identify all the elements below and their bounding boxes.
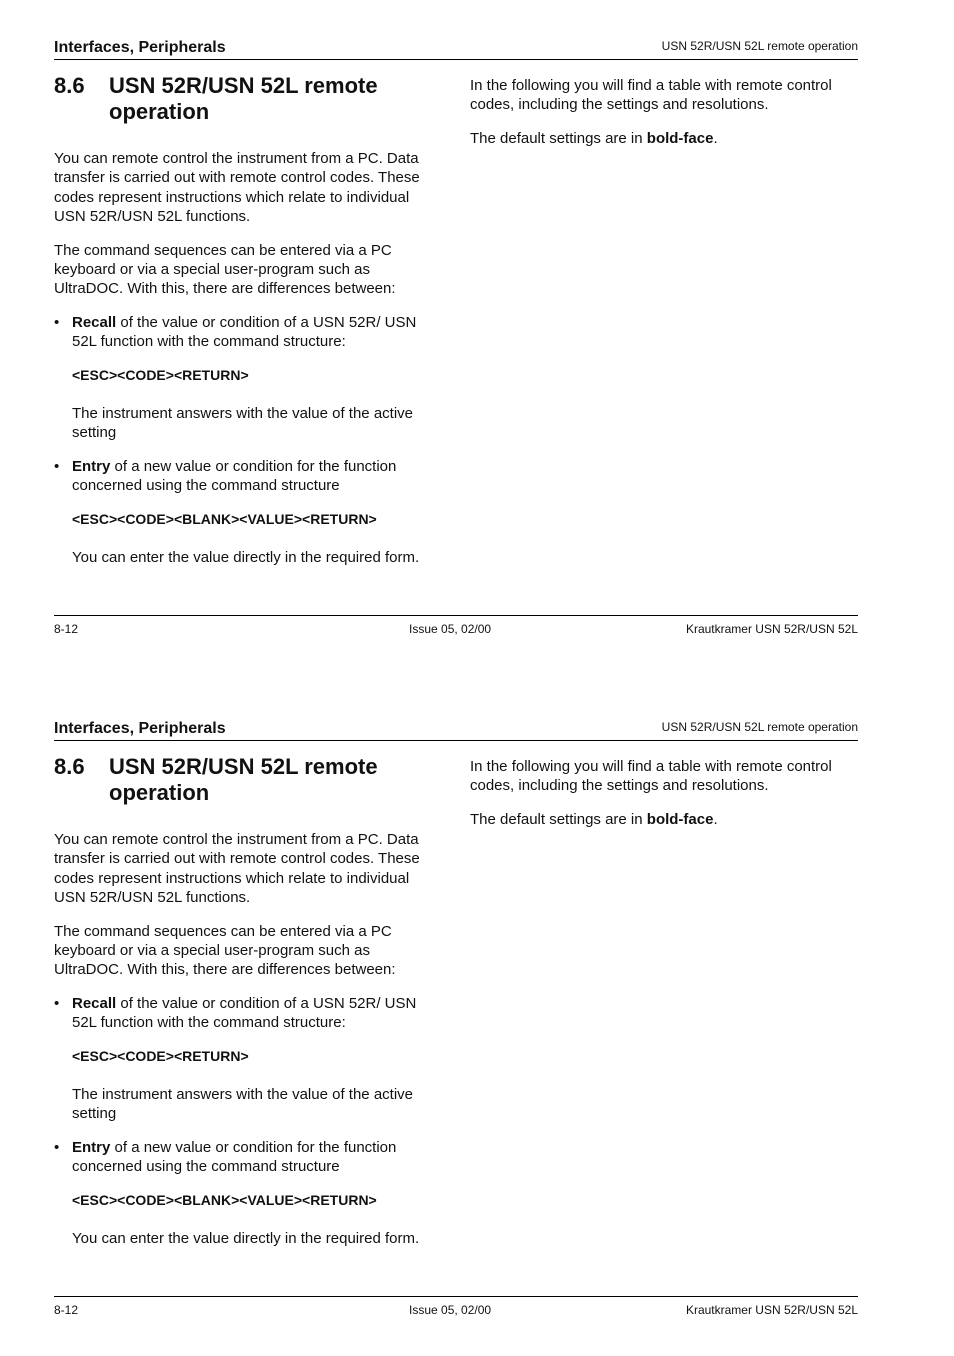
- section-number: 8.6: [54, 73, 85, 98]
- direct-entry-paragraph: You can enter the value directly in the required form.: [72, 549, 420, 567]
- command-code-recall: <ESC><CODE><RETURN>: [72, 1047, 249, 1064]
- section-title: [54, 754, 444, 806]
- command-code-recall: <ESC><CODE><RETURN>: [72, 366, 249, 383]
- section-heading: USN 52R/USN 52L remote operation: [109, 73, 378, 124]
- bullet-marker: •: [54, 457, 60, 475]
- bullet-text: of the value or condition of a USN 52R/ USN 52L function with the command structure:: [72, 994, 417, 1032]
- default-settings-suffix: .: [713, 810, 718, 828]
- default-settings-paragraph: [470, 810, 860, 829]
- header-rule: [54, 740, 858, 741]
- sequences-paragraph: The command sequences can be entered via a PC keyboard or via a special user-program such as UltraDOC. With this, there are differences between:: [54, 241, 396, 298]
- left-column: [54, 149, 440, 568]
- header-rule: [54, 59, 858, 60]
- left-column: [54, 830, 440, 1249]
- header-section: Interfaces, Peripherals: [54, 720, 226, 737]
- header-topic: USN 52R/USN 52L remote operation: [661, 720, 858, 734]
- command-code-entry: <ESC><CODE><BLANK><VALUE><RETURN>: [72, 1191, 377, 1208]
- footer-product: Krautkramer USN 52R/USN 52L: [685, 1303, 858, 1317]
- footer-issue: Issue 05, 02/00: [409, 1303, 492, 1317]
- manual-page-1: [0, 0, 954, 675]
- header-topic: USN 52R/USN 52L remote operation: [661, 39, 858, 53]
- bullet-entry: [54, 1138, 440, 1177]
- answer-paragraph: The instrument answers with the value of the active setting: [72, 405, 414, 442]
- intro-paragraph: You can remote control the instrument from a PC. Data transfer is carried out with remote control codes. These codes represent instructions which relate to individual USN 52R/USN 52L functions.: [54, 831, 420, 907]
- direct-entry-paragraph: You can enter the value directly in the required form.: [72, 1230, 420, 1248]
- header-section: Interfaces, Peripherals: [54, 39, 226, 56]
- bullet-marker: •: [54, 313, 60, 331]
- bullet-term: Entry: [72, 1138, 111, 1156]
- bullet-entry: [54, 457, 440, 496]
- right-column: [470, 76, 860, 148]
- footer-rule: [54, 615, 858, 616]
- table-intro-paragraph: In the following you will find a table with remote control codes, including the settings and resolutions.: [470, 758, 832, 795]
- bullet-text: of a new value or condition for the function concerned using the command structure: [72, 1138, 397, 1176]
- right-column: [470, 757, 860, 829]
- command-code-entry: <ESC><CODE><BLANK><VALUE><RETURN>: [72, 510, 377, 527]
- footer-page-number: 8-12: [54, 622, 79, 636]
- default-settings-suffix: .: [713, 129, 718, 147]
- section-number: 8.6: [54, 754, 85, 779]
- default-settings-prefix: The default settings are in: [470, 129, 647, 147]
- sequences-paragraph: The command sequences can be entered via a PC keyboard or via a special user-program such as UltraDOC. With this, there are differences between:: [54, 922, 396, 979]
- bold-face-term: bold-face: [646, 129, 714, 147]
- manual-page-2: [0, 681, 954, 1356]
- default-settings-paragraph: [470, 129, 860, 148]
- section-title: [54, 73, 444, 125]
- bullet-recall: [54, 313, 440, 352]
- bullet-term: Entry: [72, 457, 111, 475]
- intro-paragraph: You can remote control the instrument from a PC. Data transfer is carried out with remote control codes. These codes represent instructions which relate to individual USN 52R/USN 52L functions.: [54, 150, 420, 226]
- footer-product: Krautkramer USN 52R/USN 52L: [685, 622, 858, 636]
- bullet-marker: •: [54, 1138, 60, 1156]
- footer-issue: Issue 05, 02/00: [409, 622, 492, 636]
- bullet-text: of a new value or condition for the function concerned using the command structure: [72, 457, 397, 495]
- section-heading: USN 52R/USN 52L remote operation: [109, 754, 378, 805]
- bullet-term: Recall: [72, 994, 117, 1012]
- bullet-term: Recall: [72, 313, 117, 331]
- bold-face-term: bold-face: [646, 810, 714, 828]
- table-intro-paragraph: In the following you will find a table with remote control codes, including the settings and resolutions.: [470, 77, 832, 114]
- footer-page-number: 8-12: [54, 1303, 79, 1317]
- bullet-recall: [54, 994, 440, 1033]
- footer-rule: [54, 1296, 858, 1297]
- default-settings-prefix: The default settings are in: [470, 810, 647, 828]
- bullet-marker: •: [54, 994, 60, 1012]
- bullet-text: of the value or condition of a USN 52R/ USN 52L function with the command structure:: [72, 313, 417, 351]
- answer-paragraph: The instrument answers with the value of the active setting: [72, 1086, 414, 1123]
